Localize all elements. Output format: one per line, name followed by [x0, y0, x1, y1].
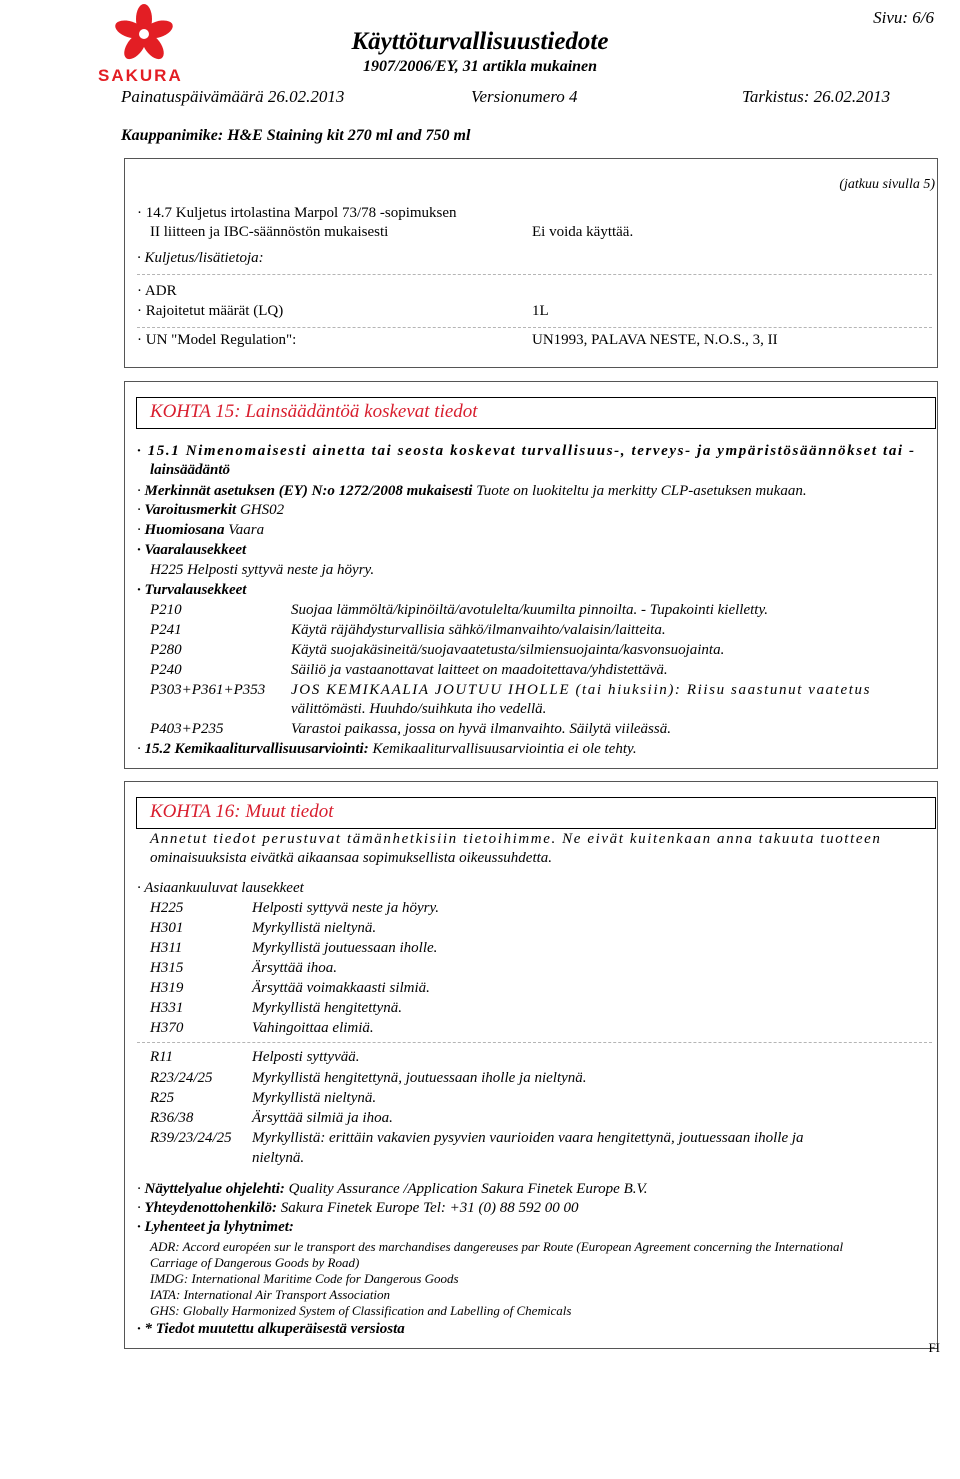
r-phrase-code: R25: [150, 1090, 175, 1106]
language-code: FI: [928, 1340, 940, 1355]
s15-1-heading: · 15.1 Nimenomaisesti ainetta tai seosta koskevat turvallisuus-, terveys- ja ympäristösäännökset tai -: [137, 443, 916, 459]
abbreviations-label: · Lyhenteet ja lyhytnimet:: [137, 1219, 294, 1235]
h-phrase-text: Myrkyllistä joutuessaan iholle.: [252, 940, 438, 956]
precaution-text: Varastoi paikassa, jossa on hyvä ilmanvaihto. Säilytä viileässä.: [291, 721, 671, 737]
version-number: Versionumero 4: [471, 87, 578, 106]
h-phrase-code: H311: [150, 940, 183, 956]
precaution-text: Säiliö ja vastaanottavat laitteet on maadoitettava/yhdistettävä.: [291, 662, 668, 678]
h-phrase-code: H370: [150, 1020, 184, 1036]
h-phrase-code: H301: [150, 920, 184, 936]
clp-row: · Merkinnät asetuksen (EY) N:o 1272/2008 mukaisesti Tuote on luokiteltu ja merkitty CLP-asetuksen mukaan.: [137, 483, 807, 499]
product-name: Kauppanimike: H&E Staining kit 270 ml and 750 ml: [121, 127, 471, 144]
divider: [137, 1042, 932, 1043]
transport-extra-label: · Kuljetus/lisätietoja:: [137, 250, 264, 266]
h-phrase-code: H331: [150, 1000, 184, 1016]
precaution-code: P303+P361+P353: [150, 682, 266, 698]
r-phrase-text: Myrkyllistä nieltynä.: [252, 1090, 377, 1106]
precaution-text: Käytä suojakäsineitä/suojavaatetusta/silmiensuojainta/kasvonsuojainta.: [291, 642, 725, 658]
section-15-title: KOHTA 15: Lainsäädäntöä koskevat tiedot: [150, 401, 478, 422]
marpol-value: Ei voida käyttää.: [532, 224, 634, 240]
abbreviation-line: GHS: Globally Harmonized System of Classification and Labelling of Chemicals: [150, 1303, 572, 1318]
precaution-text: Suojaa lämmöltä/kipinöiltä/avotulelta/kuumilta pinnoilta. - Tupakointi kielletty.: [291, 602, 769, 618]
divider: [137, 327, 932, 328]
relevant-phrases-label: · Asiaankuuluvat lausekkeet: [137, 880, 304, 896]
r-phrase-code: R36/38: [150, 1110, 194, 1126]
section-16-title: KOHTA 16: Muut tiedot: [150, 801, 334, 822]
h-phrase-text: Ärsyttää ihoa.: [252, 960, 337, 976]
marpol-label-2: II liitteen ja IBC-säännöstön mukaisesti: [150, 224, 389, 240]
adr-label: · ADR: [137, 283, 177, 299]
hazard-statement: H225 Helposti syttyvä neste ja höyry.: [150, 562, 375, 578]
revision-date: Tarkistus: 26.02.2013: [742, 87, 891, 106]
precaution-code: P210: [150, 602, 182, 618]
h-phrase-text: Vahingoittaa elimiä.: [252, 1020, 374, 1036]
abbreviation-line: Carriage of Dangerous Goods by Road): [150, 1255, 360, 1270]
r-phrase-text: Myrkyllistä: erittäin vakavien pysyvien vaurioiden vaara hengitettynä, joutuessaan iholle ja: [252, 1130, 804, 1146]
marpol-label-1: · 14.7 Kuljetus irtolastina Marpol 73/78 -sopimuksen: [137, 205, 457, 221]
pictogram-row: · Varoitusmerkit GHS02: [137, 502, 285, 518]
precaution-code: P241: [150, 622, 182, 638]
precaution-code: P403+P235: [150, 721, 224, 737]
r-phrase-code: R39/23/24/25: [150, 1130, 232, 1146]
precaution-text: Käytä räjähdysturvallisia sähkö/ilmanvaihto/valaisin/laitteita.: [291, 622, 666, 638]
lq-value: 1L: [532, 303, 549, 319]
precaution-label: · Turvalausekkeet: [137, 582, 247, 598]
r-phrase-text: Ärsyttää silmiä ja ihoa.: [252, 1110, 393, 1126]
continued-note: (jatkuu sivulla 5): [839, 177, 935, 192]
s15-1-heading-cont: lainsäädäntö: [150, 462, 231, 478]
precaution-code: P240: [150, 662, 182, 678]
changed-note: · * Tiedot muutettu alkuperäisestä versiosta: [137, 1321, 405, 1337]
un-value: UN1993, PALAVA NESTE, N.O.S., 3, II: [532, 332, 778, 348]
abbreviation-line: IMDG: International Maritime Code for Dangerous Goods: [150, 1271, 459, 1286]
h-phrase-text: Helposti syttyvä neste ja höyry.: [252, 900, 440, 916]
divider: [137, 274, 932, 275]
r-phrase-text: Myrkyllistä hengitettynä, joutuessaan iholle ja nieltynä.: [252, 1070, 587, 1086]
signal-word-row: · Huomiosana Vaara: [137, 522, 265, 538]
h-phrase-text: Myrkyllistä hengitettynä.: [252, 1000, 402, 1016]
r-phrase-text: Helposti syttyvää.: [252, 1049, 360, 1065]
logo-wordmark: SAKURA: [98, 66, 183, 85]
precaution-text: JOS KEMIKAALIA JOUTUU IHOLLE (tai hiuksiin): Riisu saastunut vaatetus: [291, 682, 872, 698]
r-phrase-code: R23/24/25: [150, 1070, 213, 1086]
precaution-code: P280: [150, 642, 182, 658]
intro-text-cont: ominaisuuksista eivätkä aikaansaa sopimuksellista oikeussuhdetta.: [150, 850, 553, 866]
print-date: Painatuspäivämäärä 26.02.2013: [121, 87, 345, 106]
h-phrase-text: Ärsyttää voimakkaasti silmiä.: [252, 980, 430, 996]
hazard-label: · Vaaralausekkeet: [137, 542, 247, 558]
page-number: Sivu: 6/6: [873, 8, 934, 27]
precaution-text-cont: välittömästi. Huuhdo/suihkuta iho vedellä.: [291, 701, 547, 717]
abbreviation-line: ADR: Accord européen sur le transport des marchandises dangereuses par Route (European Agreement concerning the International: [150, 1239, 844, 1254]
contact-row: · Yhteydenottohenkilö: Sakura Finetek Europe Tel: +31 (0) 88 592 00 00: [137, 1200, 579, 1216]
r-phrase-text-cont: nieltynä.: [252, 1150, 305, 1166]
csa-row: · 15.2 Kemikaaliturvallisuusarviointi: Kemikaaliturvallisuusarviointia ei ole tehty.: [137, 741, 637, 757]
document-subtitle: 1907/2006/EY, 31 artikla mukainen: [362, 58, 598, 75]
intro-text: Annetut tiedot perustuvat tämänhetkisiin tietoihimme. Ne eivät kuitenkaan anna takuuta tuotteen: [150, 831, 882, 847]
h-phrase-code: H315: [150, 960, 184, 976]
h-phrase-text: Myrkyllistä nieltynä.: [252, 920, 377, 936]
issuer-row: · Näyttelyalue ohjelehti: Quality Assurance /Application Sakura Finetek Europe B.V.: [137, 1181, 648, 1197]
abbreviation-line: IATA: International Air Transport Association: [150, 1287, 391, 1302]
h-phrase-code: H319: [150, 980, 184, 996]
r-phrase-code: R11: [150, 1049, 174, 1065]
document-title: Käyttöturvallisuustiedote: [351, 28, 609, 55]
h-phrase-code: H225: [150, 900, 184, 916]
un-label: · UN "Model Regulation":: [137, 332, 297, 348]
lq-label: · Rajoitetut määrät (LQ): [137, 303, 284, 319]
